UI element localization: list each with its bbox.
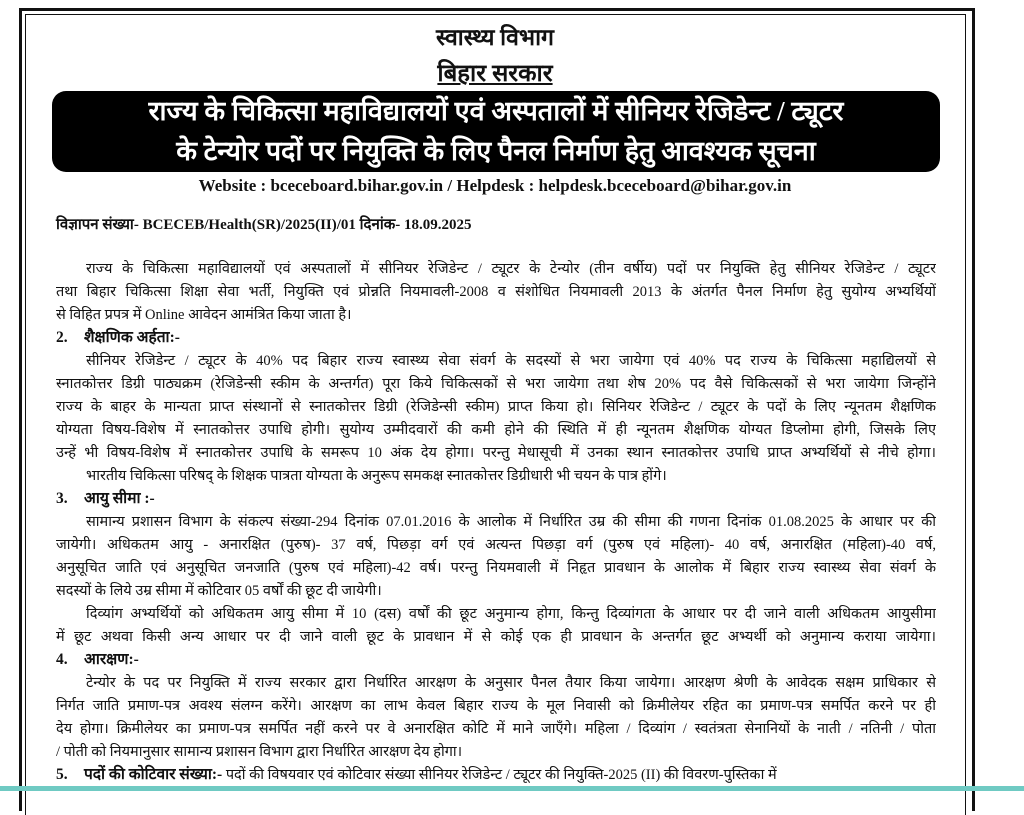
section-line: योग्यता विषय-विशेष में स्नातकोत्तर उपाधि होगी। सुयोग्य उम्मीदवारों की कमी होने की स्थिति में ही न्यूनतम शैक्षणिक योग्यत डिप्लोमा होगी, जिसके लिए: [56, 422, 936, 438]
section-heading-5: 5. पदों की कोटिवार संख्या:- पदों की विषयवार एवं कोटिवार संख्या सीनियर रेजिडेन्ट / ट्यूटर की नियुक्ति-2025 (II) की विवरण-पुस्तिका में: [56, 766, 777, 783]
section-line: राज्य के बाहर के मान्यता प्राप्त संस्थानों से स्नातकोत्तर डिग्री (रेजिडेन्सी स्कीम) प्राप्त किया हो। सिनियर रेजिडेन्ट / ट्यूटर के पदों के लिए न्यूनतम शैक्षणिक: [56, 399, 936, 415]
viewer-bottom-bar: [0, 786, 1024, 791]
section-heading-3: 3. आयु सीमा :-: [56, 490, 155, 507]
section-line: / पोती को नियमानुसार सामान्य प्रशासन विभाग द्वारा निर्धारित आरक्षण देय होगा।: [56, 744, 463, 760]
intro-line: राज्य के चिकित्सा महाविद्यालयों एवं अस्पतालों में सीनियर रेजिडेन्ट / ट्यूटर के टेन्योर (तीन वर्षीय) पदों पर नियुक्ति हेतु सीनियर रेजिडेन्ट / ट्यूटर: [86, 261, 936, 277]
banner-line: राज्य के चिकित्सा महाविद्यालयों एवं अस्पतालों में सीनियर रेजिडेन्ट / ट्यूटर: [148, 96, 844, 126]
section-line: देय होगा। क्रिमीलेयर का प्रमाण-पत्र समर्पित नहीं करने पर वे अनारक्षित कोटि में माने जाएँगे। महिला / दिव्यांग / स्वतंत्रता सेनानियों के नाती / नतिनी / पोता: [56, 721, 936, 737]
section-line: सदस्यों के लिये उम्र सीमा में कोटिवार 05 वर्षों की छूट दी जायेगी।: [56, 583, 382, 599]
intro-line: तथा बिहार चिकित्सा शिक्षा सेवा भर्ती, नियुक्ति एवं प्रोन्नति नियमावली-2008 व संशोधित नियमावली 2013 के अंतर्गत पैनल निर्माण हेतु सुयोग्य अभ्यर्थियों: [56, 284, 936, 300]
section-line: उन्हें भी विषय-विशेष में स्नातकोत्तर उपाधि के समरूप 10 अंक देय होगा। परन्तु मेधासूची में उनका स्थान स्नातकोत्तर उपाधि प्राप्त अभ्यर्थियों से नीचे होगा।: [56, 445, 936, 461]
section-line: सामान्य प्रशासन विभाग के संकल्प संख्या-294 दिनांक 07.01.2016 के आलोक में निर्धारित उम्र की सीमा की गणना दिनांक 01.08.2025 के आधार पर की: [86, 514, 936, 530]
banner-line: के टेन्योर पदों पर नियुक्ति के लिए पैनल निर्माण हेतु आवश्यक सूचना: [176, 136, 816, 166]
section-line: सीनियर रेजिडेन्ट / ट्यूटर के 40% पद बिहार राज्य स्वास्थ्य सेवा संवर्ग के सदस्यों से भरा जायेगा एवं 40% पद राज्य के चिकित्सा महाद्यिलयों से: [86, 353, 936, 369]
advertisement-number: विज्ञापन संख्या- BCECEB/Health(SR)/2025(II)/01 दिनांक- 18.09.2025: [56, 217, 472, 233]
section-heading-2: 2. शैक्षणिक अर्हता:-: [56, 329, 180, 346]
section-line: दिव्यांग अभ्यर्थियों को अधिकतम आयु सीमा में 10 (दस) वर्षों की छूट अनुमान्य होगा, किन्तु दिव्यांगता के आधार पर दी जाने वाली अधिकतम आयुसीमा: [86, 606, 936, 622]
government-title: बिहार सरकार: [437, 61, 553, 87]
section-line: जायेगी। अधिकतम आयु - अनारक्षित (पुरुष)- 37 वर्ष, पिछड़ा वर्ग एवं अत्यन्त पिछड़ा वर्ग (पुरुष एवं महिला)- 40 वर्ष, अनारक्षित (महिला)-40 वर्ष,: [56, 537, 936, 553]
intro-line: से विहित प्रपत्र में Online आवेदन आमंत्रित किया जाता है।: [56, 307, 352, 323]
section-line: स्नातकोत्तर डिग्री पाठ्यक्रम (रेजिडेन्सी स्कीम के अन्तर्गत) पूरा किये चिकित्सकों से भरा जायेगा तथा शेष 20% पद वैसे चिकित्सकों से भरा जायेगा जिन्होंने: [56, 376, 936, 392]
section-line: टेन्योर के पद पर नियुक्ति में राज्य सरकार द्वारा निर्धारित आरक्षण के अनुसार पैनल तैयार किया जायेगा। आरक्षण श्रेणी के आवेदक सक्षम प्राधिकार से: [86, 675, 936, 691]
section-line: में छूट अथवा किसी अन्य आधार पर दी जाने वाली छूट के प्रावधान में से कोई एक ही प्रावधान के अन्तर्गत छूट अभ्यर्थी को अनुमान्य कराया जायेगा।: [56, 629, 936, 645]
department-title: स्वास्थ्य विभाग: [436, 25, 554, 50]
section-line: भारतीय चिकित्सा परिषद् के शिक्षक पात्रता योग्यता के अनुरूप समकक्ष स्नातकोत्तर डिग्रीधारी भी चयन के पात्र होंगे।: [86, 468, 667, 484]
website-helpdesk-line: Website : bceceboard.bihar.gov.in / Helpdesk : helpdesk.bceceboard@bihar.gov.in: [198, 176, 792, 195]
section-heading-4: 4. आरक्षण:-: [56, 651, 139, 668]
notice-banner: [52, 91, 940, 172]
section-line: अनुसूचित जाति एवं अनुसूचित जनजाति (पुरुष एवं महिला)-42 वर्ष। परन्तु नियमवाली में निहृत प्रावधान के आलोक में बिहार राज्य स्वास्थ्य सेवा संवर्ग के: [56, 560, 936, 576]
section-line: निर्गत जाति प्रमाण-पत्र अवश्य संलग्न करेंगे। आरक्षण का लाभ केवल बिहार राज्य के मूल निवासी को क्रिमीलेयर रहित का प्रमाण-पत्र समर्पित करने पर ही: [56, 698, 936, 714]
